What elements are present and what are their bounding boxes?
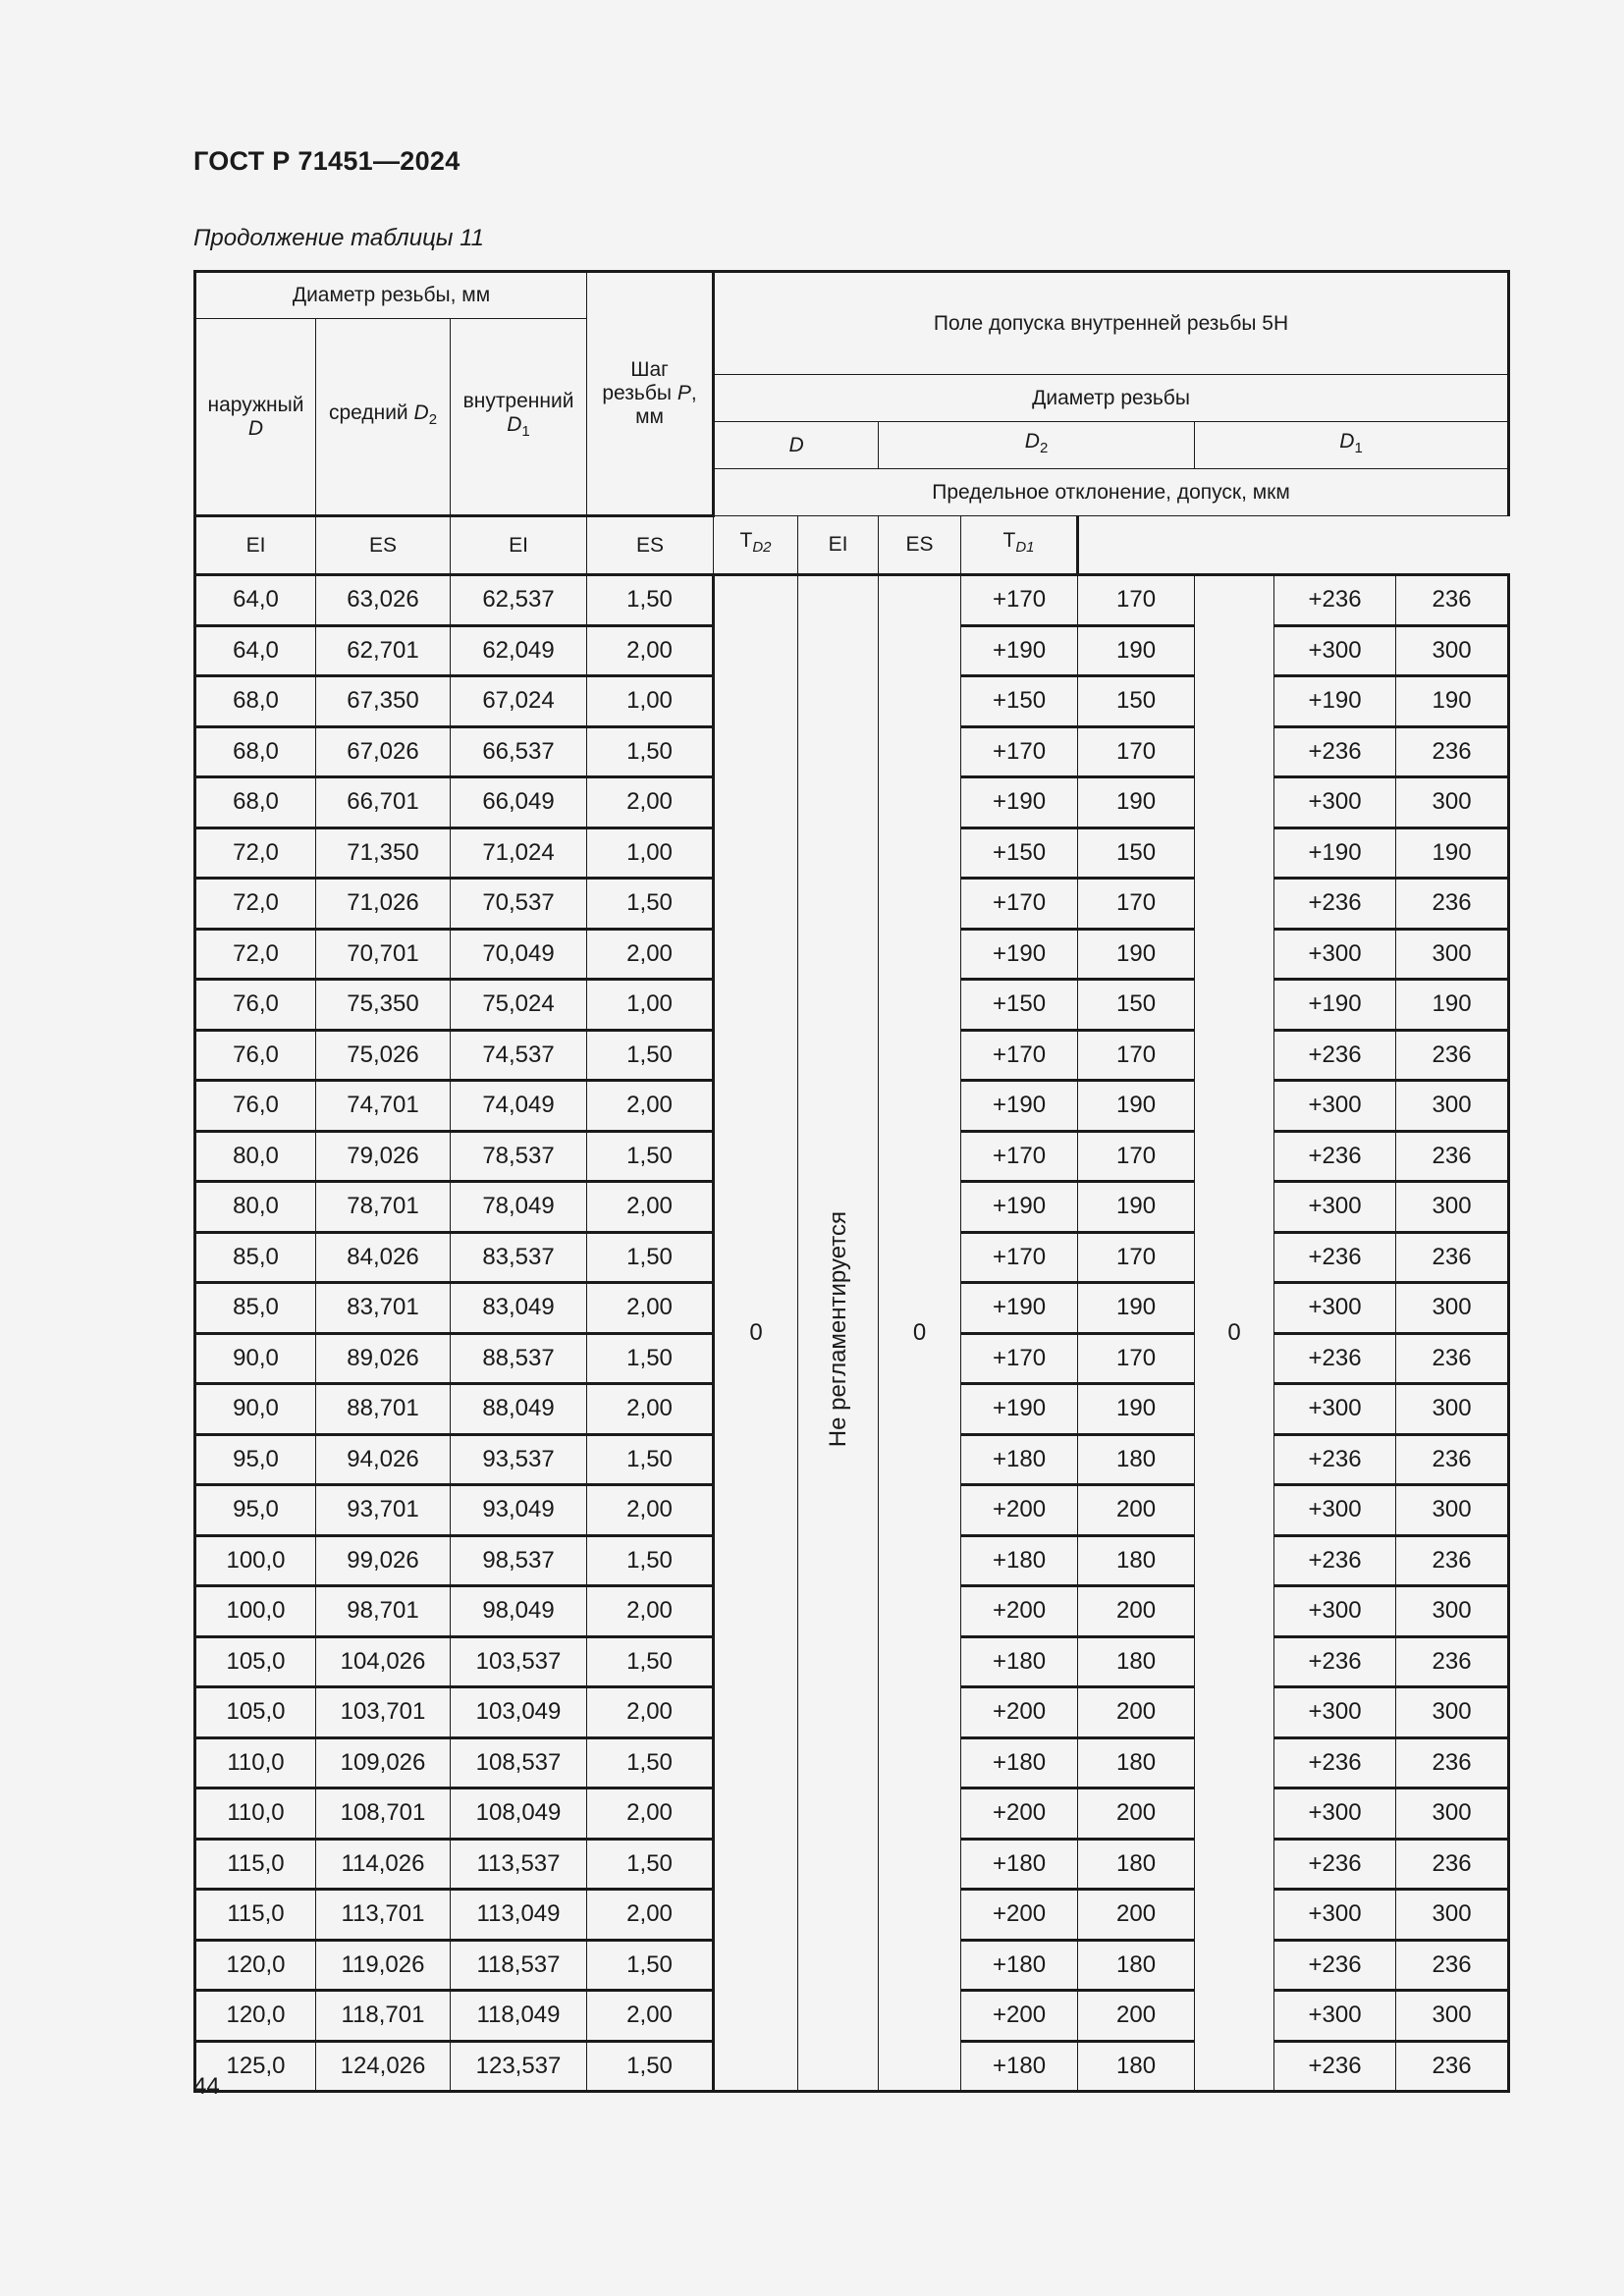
cell-d2-t: 150	[1078, 676, 1195, 727]
cell-outer-diameter: 76,0	[195, 1081, 316, 1132]
cell-middle-diameter: 124,026	[316, 2041, 451, 2092]
cell-d1-es: +300	[1274, 1283, 1396, 1334]
cell-middle-diameter: 78,701	[316, 1182, 451, 1233]
cell-outer-diameter: 64,0	[195, 575, 316, 626]
cell-d2-t: 180	[1078, 1737, 1195, 1789]
page-number: 44	[193, 2073, 220, 2100]
cell-inner-diameter: 78,049	[451, 1182, 587, 1233]
table-row	[195, 575, 1509, 626]
cell-d1-t: 300	[1396, 625, 1509, 676]
cell-middle-diameter: 70,701	[316, 929, 451, 980]
cell-inner-diameter: 78,537	[451, 1131, 587, 1182]
cell-outer-diameter: 72,0	[195, 929, 316, 980]
cell-outer-diameter: 100,0	[195, 1586, 316, 1637]
header-col-t-d1: $T_{D1}$	[961, 516, 1078, 575]
cell-pitch: 2,00	[587, 1687, 714, 1738]
cell-outer-diameter: 115,0	[195, 1890, 316, 1941]
cell-middle-diameter: 74,701	[316, 1081, 451, 1132]
cell-d2-es: +190	[961, 1384, 1078, 1435]
cell-middle-diameter: 66,701	[316, 777, 451, 828]
cell-d1-es: +236	[1274, 726, 1396, 777]
cell-inner-diameter: 103,537	[451, 1636, 587, 1687]
cell-pitch: 1,50	[587, 1737, 714, 1789]
document-title: ГОСТ Р 71451—2024	[193, 146, 460, 176]
cell-middle-diameter: 75,026	[316, 1030, 451, 1081]
cell-d1-ei: 0	[1195, 575, 1274, 2092]
cell-d1-t: 236	[1396, 1030, 1509, 1081]
cell-d2-es: +190	[961, 929, 1078, 980]
cell-outer-diameter: 110,0	[195, 1789, 316, 1840]
cell-inner-diameter: 98,537	[451, 1535, 587, 1586]
cell-d1-es: +300	[1274, 777, 1396, 828]
cell-middle-diameter: 99,026	[316, 1535, 451, 1586]
header-col-ei-d1: EI	[798, 516, 879, 575]
cell-inner-diameter: 88,537	[451, 1333, 587, 1384]
cell-outer-diameter: 80,0	[195, 1131, 316, 1182]
cell-middle-diameter: 103,701	[316, 1687, 451, 1738]
cell-d2-es: +170	[961, 1232, 1078, 1283]
header-middle-diameter: средний $D_2$	[316, 319, 451, 516]
header-thread-diameter-mm: Диаметр резьбы, мм	[195, 272, 587, 319]
cell-inner-diameter: 74,049	[451, 1081, 587, 1132]
cell-inner-diameter: 113,537	[451, 1839, 587, 1890]
cell-d2-es: +170	[961, 879, 1078, 930]
cell-d-ei: 0	[714, 575, 798, 2092]
cell-outer-diameter: 68,0	[195, 726, 316, 777]
cell-pitch: 1,50	[587, 2041, 714, 2092]
cell-d1-t: 236	[1396, 1232, 1509, 1283]
cell-d1-es: +300	[1274, 625, 1396, 676]
cell-d2-t: 170	[1078, 879, 1195, 930]
cell-d1-es: +236	[1274, 1030, 1396, 1081]
cell-pitch: 1,50	[587, 1434, 714, 1485]
cell-outer-diameter: 110,0	[195, 1737, 316, 1789]
cell-middle-diameter: 109,026	[316, 1737, 451, 1789]
header-col-es-d2: ES	[587, 516, 714, 575]
cell-d2-t: 150	[1078, 980, 1195, 1031]
cell-outer-diameter: 90,0	[195, 1333, 316, 1384]
cell-pitch: 1,00	[587, 828, 714, 879]
cell-pitch: 2,00	[587, 777, 714, 828]
cell-d2-es: +190	[961, 625, 1078, 676]
cell-inner-diameter: 93,537	[451, 1434, 587, 1485]
header-outer-diameter: наружный D	[195, 319, 316, 516]
cell-outer-diameter: 105,0	[195, 1636, 316, 1687]
cell-middle-diameter: 67,026	[316, 726, 451, 777]
cell-d2-es: +200	[961, 1991, 1078, 2042]
cell-d2-es: +200	[961, 1586, 1078, 1637]
cell-pitch: 2,00	[587, 1991, 714, 2042]
cell-d1-es: +236	[1274, 1535, 1396, 1586]
cell-d2-t: 190	[1078, 777, 1195, 828]
cell-middle-diameter: 67,350	[316, 676, 451, 727]
cell-d2-es: +190	[961, 1182, 1078, 1233]
cell-pitch: 1,00	[587, 980, 714, 1031]
cell-d1-t: 236	[1396, 1839, 1509, 1890]
cell-middle-diameter: 71,026	[316, 879, 451, 930]
cell-middle-diameter: 108,701	[316, 1789, 451, 1840]
cell-d1-t: 236	[1396, 575, 1509, 626]
cell-outer-diameter: 72,0	[195, 828, 316, 879]
cell-d2-es: +170	[961, 1333, 1078, 1384]
cell-pitch: 1,50	[587, 1636, 714, 1687]
cell-middle-diameter: 114,026	[316, 1839, 451, 1890]
cell-pitch: 2,00	[587, 1283, 714, 1334]
cell-d1-t: 300	[1396, 1485, 1509, 1536]
cell-d1-es: +190	[1274, 828, 1396, 879]
cell-pitch: 2,00	[587, 1485, 714, 1536]
header-col-es-d1: ES	[879, 516, 961, 575]
cell-outer-diameter: 105,0	[195, 1687, 316, 1738]
header-inner-diameter: внутренний $D_1$	[451, 319, 587, 516]
cell-middle-diameter: 75,350	[316, 980, 451, 1031]
header-thread-diameter: Диаметр резьбы	[714, 375, 1509, 422]
header-deviation: Предельное отклонение, допуск, мкм	[714, 469, 1509, 516]
cell-d1-es: +300	[1274, 1182, 1396, 1233]
cell-middle-diameter: 98,701	[316, 1586, 451, 1637]
cell-d2-t: 180	[1078, 1434, 1195, 1485]
header-group-d2: $D_2$	[879, 422, 1195, 469]
cell-inner-diameter: 103,049	[451, 1687, 587, 1738]
cell-pitch: 1,50	[587, 1232, 714, 1283]
not-regulated-label: Не регламентируется	[824, 1211, 851, 1448]
cell-d2-es: +180	[961, 1535, 1078, 1586]
cell-pitch: 1,50	[587, 575, 714, 626]
cell-inner-diameter: 108,537	[451, 1737, 587, 1789]
cell-inner-diameter: 70,537	[451, 879, 587, 930]
cell-pitch: 1,50	[587, 879, 714, 930]
table-body	[195, 575, 1509, 2092]
cell-d1-t: 190	[1396, 676, 1509, 727]
cell-d1-es: +300	[1274, 1991, 1396, 2042]
cell-inner-diameter: 62,537	[451, 575, 587, 626]
cell-middle-diameter: 94,026	[316, 1434, 451, 1485]
cell-d2-es: +170	[961, 1030, 1078, 1081]
cell-pitch: 1,00	[587, 676, 714, 727]
cell-outer-diameter: 76,0	[195, 1030, 316, 1081]
cell-d2-t: 170	[1078, 1131, 1195, 1182]
cell-d1-es: +236	[1274, 2041, 1396, 2092]
cell-inner-diameter: 66,049	[451, 777, 587, 828]
cell-inner-diameter: 123,537	[451, 2041, 587, 2092]
cell-d1-es: +300	[1274, 1687, 1396, 1738]
cell-inner-diameter: 93,049	[451, 1485, 587, 1536]
cell-d2-t: 170	[1078, 1232, 1195, 1283]
cell-middle-diameter: 88,701	[316, 1384, 451, 1435]
cell-d2-t: 190	[1078, 1182, 1195, 1233]
cell-d2-es: +180	[961, 2041, 1078, 2092]
cell-outer-diameter: 120,0	[195, 1991, 316, 2042]
cell-outer-diameter: 68,0	[195, 676, 316, 727]
cell-pitch: 2,00	[587, 929, 714, 980]
cell-d2-es: +170	[961, 575, 1078, 626]
cell-d1-t: 236	[1396, 726, 1509, 777]
cell-d1-es: +236	[1274, 1636, 1396, 1687]
cell-d2-t: 190	[1078, 625, 1195, 676]
cell-inner-diameter: 71,024	[451, 828, 587, 879]
cell-outer-diameter: 95,0	[195, 1485, 316, 1536]
cell-middle-diameter: 89,026	[316, 1333, 451, 1384]
cell-d2-t: 190	[1078, 1283, 1195, 1334]
cell-middle-diameter: 71,350	[316, 828, 451, 879]
cell-outer-diameter: 64,0	[195, 625, 316, 676]
cell-d1-es: +300	[1274, 1586, 1396, 1637]
cell-d2-es: +150	[961, 828, 1078, 879]
cell-inner-diameter: 62,049	[451, 625, 587, 676]
cell-d2-es: +190	[961, 1283, 1078, 1334]
cell-d1-es: +300	[1274, 1384, 1396, 1435]
cell-inner-diameter: 88,049	[451, 1384, 587, 1435]
cell-outer-diameter: 72,0	[195, 879, 316, 930]
cell-d1-t: 300	[1396, 929, 1509, 980]
cell-middle-diameter: 113,701	[316, 1890, 451, 1941]
cell-middle-diameter: 63,026	[316, 575, 451, 626]
cell-d2-es: +200	[961, 1789, 1078, 1840]
cell-d2-es: +150	[961, 676, 1078, 727]
cell-pitch: 2,00	[587, 1182, 714, 1233]
cell-pitch: 1,50	[587, 1940, 714, 1991]
cell-d2-es: +200	[961, 1485, 1078, 1536]
cell-outer-diameter: 115,0	[195, 1839, 316, 1890]
cell-pitch: 1,50	[587, 1535, 714, 1586]
cell-d2-t: 200	[1078, 1890, 1195, 1941]
header-col-es-d: ES	[316, 516, 451, 575]
cell-outer-diameter: 85,0	[195, 1232, 316, 1283]
cell-inner-diameter: 83,537	[451, 1232, 587, 1283]
header-tolerance-field: Поле допуска внутренней резьбы 5Н	[714, 272, 1509, 375]
cell-d1-es: +236	[1274, 1333, 1396, 1384]
cell-middle-diameter: 62,701	[316, 625, 451, 676]
cell-d1-es: +190	[1274, 676, 1396, 727]
cell-d2-ei: 0	[879, 575, 961, 2092]
cell-d1-t: 300	[1396, 1991, 1509, 2042]
cell-pitch: 1,50	[587, 1333, 714, 1384]
cell-outer-diameter: 120,0	[195, 1940, 316, 1991]
cell-d2-t: 190	[1078, 1384, 1195, 1435]
cell-d1-es: +236	[1274, 879, 1396, 930]
cell-pitch: 1,50	[587, 1839, 714, 1890]
cell-pitch: 2,00	[587, 1081, 714, 1132]
header-col-ei-d2: EI	[451, 516, 587, 575]
cell-d2-t: 190	[1078, 1081, 1195, 1132]
cell-inner-diameter: 67,024	[451, 676, 587, 727]
cell-d2-es: +190	[961, 1081, 1078, 1132]
cell-pitch: 2,00	[587, 625, 714, 676]
cell-inner-diameter: 74,537	[451, 1030, 587, 1081]
cell-middle-diameter: 104,026	[316, 1636, 451, 1687]
cell-d1-t: 300	[1396, 1586, 1509, 1637]
cell-d2-t: 200	[1078, 1687, 1195, 1738]
cell-d2-t: 200	[1078, 1991, 1195, 2042]
cell-inner-diameter: 113,049	[451, 1890, 587, 1941]
cell-d1-t: 300	[1396, 1687, 1509, 1738]
cell-d2-t: 200	[1078, 1586, 1195, 1637]
cell-middle-diameter: 79,026	[316, 1131, 451, 1182]
cell-d1-t: 236	[1396, 1737, 1509, 1789]
cell-middle-diameter: 119,026	[316, 1940, 451, 1991]
cell-d1-es: +236	[1274, 1434, 1396, 1485]
cell-d1-t: 236	[1396, 1333, 1509, 1384]
cell-d2-es: +170	[961, 1131, 1078, 1182]
cell-pitch: 2,00	[587, 1789, 714, 1840]
cell-middle-diameter: 93,701	[316, 1485, 451, 1536]
cell-inner-diameter: 98,049	[451, 1586, 587, 1637]
cell-d1-es: +300	[1274, 929, 1396, 980]
cell-d1-t: 190	[1396, 980, 1509, 1031]
cell-d1-t: 300	[1396, 777, 1509, 828]
cell-d2-t: 170	[1078, 1030, 1195, 1081]
table-caption: Продолжение таблицы 11	[193, 225, 485, 251]
cell-outer-diameter: 68,0	[195, 777, 316, 828]
cell-d-es	[798, 575, 879, 2092]
cell-outer-diameter: 100,0	[195, 1535, 316, 1586]
cell-d2-t: 150	[1078, 828, 1195, 879]
cell-pitch: 2,00	[587, 1384, 714, 1435]
header-col-ei-d: EI	[195, 516, 316, 575]
cell-inner-diameter: 70,049	[451, 929, 587, 980]
cell-d1-t: 236	[1396, 1131, 1509, 1182]
cell-inner-diameter: 118,537	[451, 1940, 587, 1991]
cell-d2-es: +170	[961, 726, 1078, 777]
cell-d2-es: +200	[961, 1890, 1078, 1941]
cell-d2-t: 180	[1078, 1636, 1195, 1687]
cell-middle-diameter: 83,701	[316, 1283, 451, 1334]
cell-d2-t: 180	[1078, 1535, 1195, 1586]
header-pitch: Шаг резьбы P, мм	[587, 272, 714, 516]
cell-d1-es: +236	[1274, 1232, 1396, 1283]
cell-d2-es: +190	[961, 777, 1078, 828]
cell-d1-t: 300	[1396, 1081, 1509, 1132]
cell-d2-es: +200	[961, 1687, 1078, 1738]
cell-d2-es: +150	[961, 980, 1078, 1031]
cell-d1-es: +300	[1274, 1081, 1396, 1132]
cell-d1-t: 236	[1396, 879, 1509, 930]
cell-outer-diameter: 76,0	[195, 980, 316, 1031]
cell-d1-t: 300	[1396, 1384, 1509, 1435]
cell-d1-t: 300	[1396, 1890, 1509, 1941]
cell-d1-es: +300	[1274, 1789, 1396, 1840]
cell-d1-t: 236	[1396, 2041, 1509, 2092]
cell-d2-t: 200	[1078, 1789, 1195, 1840]
cell-inner-diameter: 75,024	[451, 980, 587, 1031]
header-group-d: D	[714, 422, 879, 469]
cell-d1-es: +300	[1274, 1485, 1396, 1536]
cell-d1-t: 236	[1396, 1535, 1509, 1586]
cell-d2-t: 180	[1078, 1940, 1195, 1991]
cell-inner-diameter: 108,049	[451, 1789, 587, 1840]
cell-d2-es: +180	[961, 1737, 1078, 1789]
cell-d1-t: 236	[1396, 1434, 1509, 1485]
cell-d1-t: 236	[1396, 1636, 1509, 1687]
cell-d2-t: 170	[1078, 575, 1195, 626]
header-group-d1: $D_1$	[1195, 422, 1509, 469]
cell-middle-diameter: 84,026	[316, 1232, 451, 1283]
cell-inner-diameter: 118,049	[451, 1991, 587, 2042]
cell-d1-es: +300	[1274, 1890, 1396, 1941]
cell-d1-t: 236	[1396, 1940, 1509, 1991]
cell-outer-diameter: 95,0	[195, 1434, 316, 1485]
cell-d1-es: +236	[1274, 1940, 1396, 1991]
cell-middle-diameter: 118,701	[316, 1991, 451, 2042]
header-col-t-d2: $T_{D2}$	[714, 516, 798, 575]
cell-d2-t: 200	[1078, 1485, 1195, 1536]
cell-d1-t: 190	[1396, 828, 1509, 879]
cell-pitch: 1,50	[587, 726, 714, 777]
cell-pitch: 2,00	[587, 1890, 714, 1941]
cell-inner-diameter: 66,537	[451, 726, 587, 777]
cell-d2-es: +180	[961, 1434, 1078, 1485]
cell-d1-es: +236	[1274, 1839, 1396, 1890]
cell-d2-es: +180	[961, 1636, 1078, 1687]
cell-pitch: 1,50	[587, 1030, 714, 1081]
cell-d2-t: 190	[1078, 929, 1195, 980]
cell-outer-diameter: 80,0	[195, 1182, 316, 1233]
cell-d1-t: 300	[1396, 1283, 1509, 1334]
cell-outer-diameter: 125,0	[195, 2041, 316, 2092]
cell-d2-t: 180	[1078, 1839, 1195, 1890]
cell-inner-diameter: 83,049	[451, 1283, 587, 1334]
cell-d2-t: 170	[1078, 1333, 1195, 1384]
cell-d2-t: 180	[1078, 2041, 1195, 2092]
cell-outer-diameter: 90,0	[195, 1384, 316, 1435]
cell-outer-diameter: 85,0	[195, 1283, 316, 1334]
cell-d1-es: +236	[1274, 575, 1396, 626]
cell-d2-t: 170	[1078, 726, 1195, 777]
cell-pitch: 2,00	[587, 1586, 714, 1637]
cell-d2-es: +180	[961, 1940, 1078, 1991]
cell-d1-es: +190	[1274, 980, 1396, 1031]
thread-tolerance-table	[193, 270, 1510, 2093]
cell-d1-t: 300	[1396, 1789, 1509, 1840]
cell-d2-es: +180	[961, 1839, 1078, 1890]
cell-d1-es: +236	[1274, 1131, 1396, 1182]
cell-d1-t: 300	[1396, 1182, 1509, 1233]
cell-d1-es: +236	[1274, 1737, 1396, 1789]
cell-pitch: 1,50	[587, 1131, 714, 1182]
